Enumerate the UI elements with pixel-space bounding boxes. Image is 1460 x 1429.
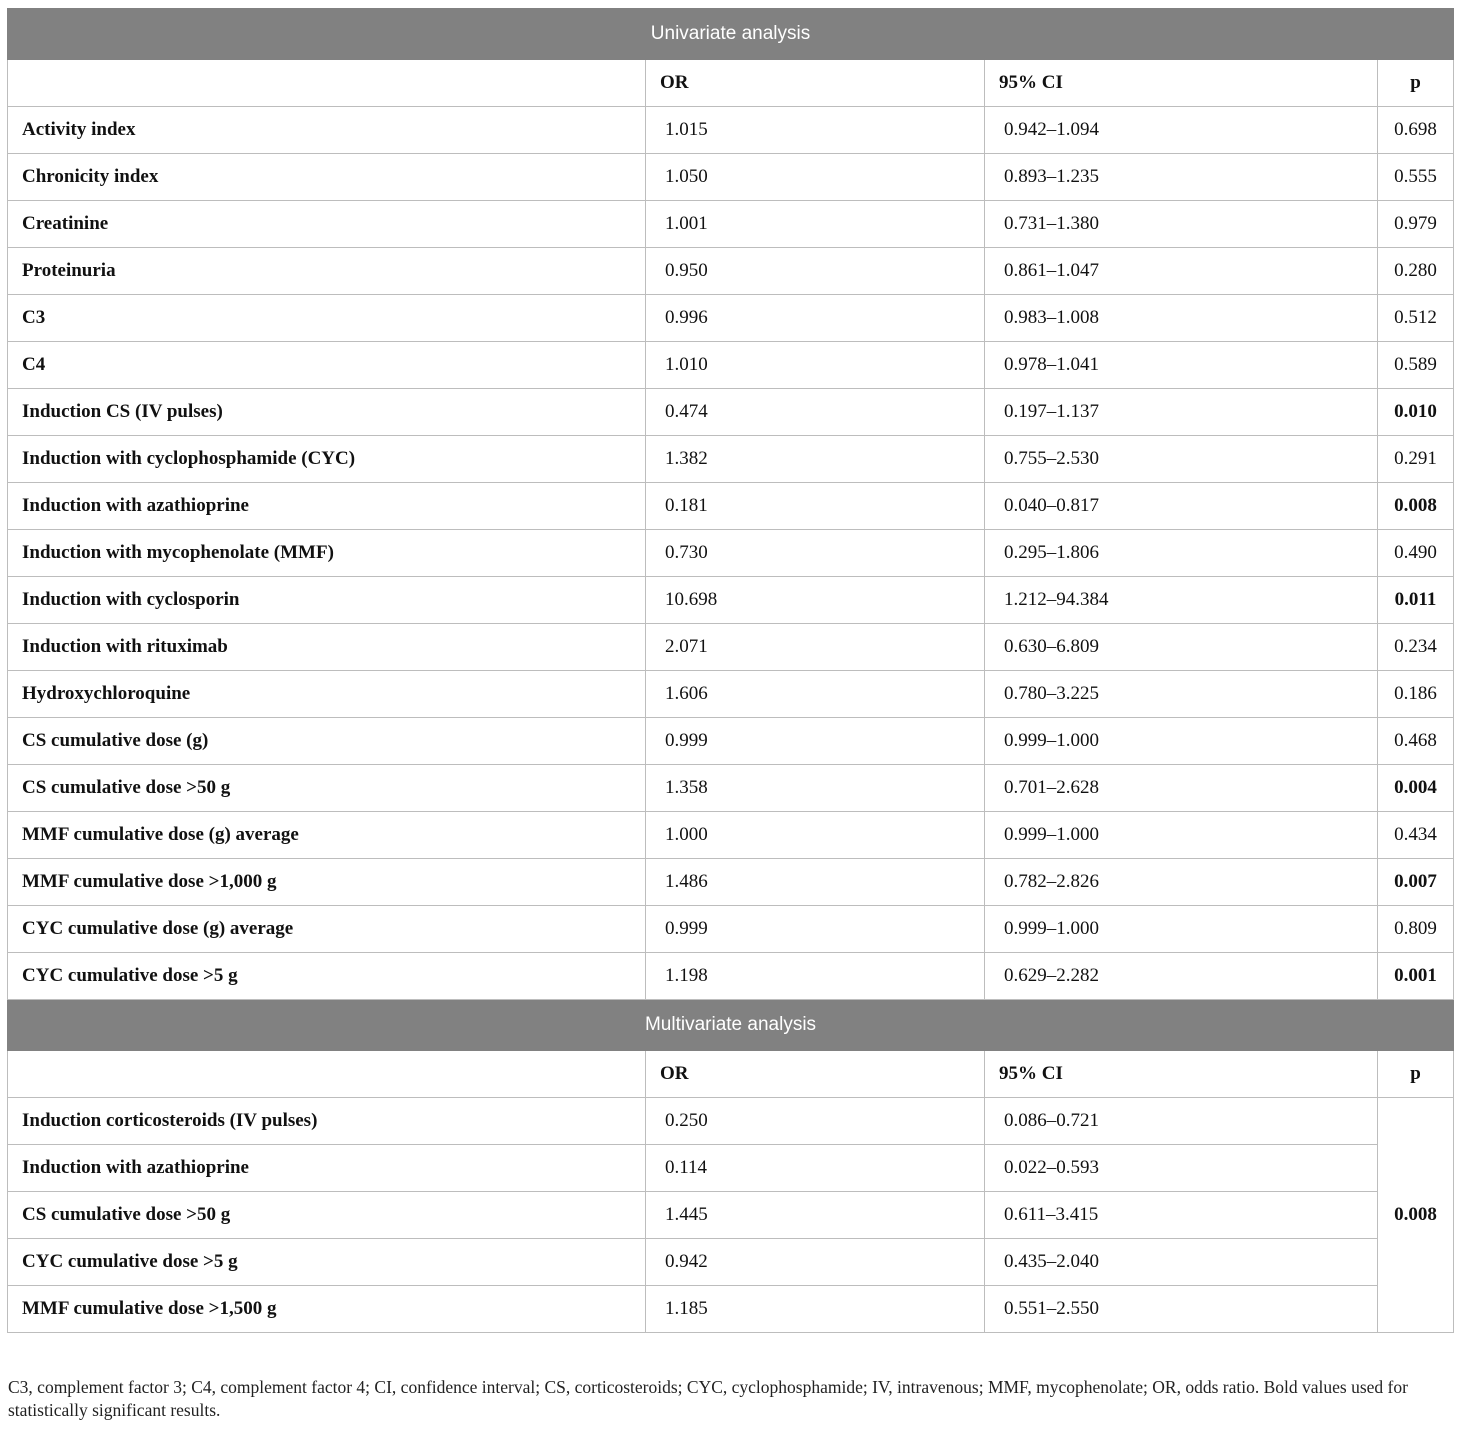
- row-label: Induction CS (IV pulses): [8, 389, 646, 436]
- p-value: 0.979: [1378, 201, 1454, 248]
- p-value: 0.434: [1378, 812, 1454, 859]
- p-value: 0.007: [1378, 859, 1454, 906]
- row-label: Induction with azathioprine: [8, 1145, 646, 1192]
- column-header-ci: 95% CI: [985, 60, 1378, 107]
- row-label: Induction with mycophenolate (MMF): [8, 530, 646, 577]
- p-value: 0.589: [1378, 342, 1454, 389]
- row-label: Creatinine: [8, 201, 646, 248]
- regression-table: [7, 8, 1454, 1333]
- ci-value: 0.755–2.530: [985, 436, 1378, 483]
- ci-value: 0.551–2.550: [985, 1286, 1378, 1333]
- ci-value: 0.999–1.000: [985, 812, 1378, 859]
- row-label: CS cumulative dose >50 g: [8, 765, 646, 812]
- ci-value: 0.040–0.817: [985, 483, 1378, 530]
- row-label: MMF cumulative dose >1,500 g: [8, 1286, 646, 1333]
- or-value: 1.050: [646, 154, 985, 201]
- p-value: 0.011: [1378, 577, 1454, 624]
- row-label: C3: [8, 295, 646, 342]
- ci-value: 1.212–94.384: [985, 577, 1378, 624]
- p-value: 0.291: [1378, 436, 1454, 483]
- combined-p-value: 0.008: [1378, 1098, 1454, 1333]
- multivariate-title: Multivariate analysis: [8, 1000, 1454, 1051]
- table-row: [8, 295, 1454, 342]
- p-value: 0.555: [1378, 154, 1454, 201]
- or-value: 0.181: [646, 483, 985, 530]
- or-value: 1.010: [646, 342, 985, 389]
- or-value: 1.606: [646, 671, 985, 718]
- ci-value: 0.022–0.593: [985, 1145, 1378, 1192]
- p-value: 0.280: [1378, 248, 1454, 295]
- ci-value: 0.295–1.806: [985, 530, 1378, 577]
- row-label: Induction with cyclophosphamide (CYC): [8, 436, 646, 483]
- table-row: [8, 1145, 1454, 1192]
- or-value: 1.198: [646, 953, 985, 1000]
- table-row: [8, 201, 1454, 248]
- univariate-section-header: [8, 9, 1454, 60]
- p-value: 0.001: [1378, 953, 1454, 1000]
- ci-value: 0.983–1.008: [985, 295, 1378, 342]
- p-value: 0.490: [1378, 530, 1454, 577]
- table-row: [8, 389, 1454, 436]
- ci-value: 0.629–2.282: [985, 953, 1378, 1000]
- or-value: 0.474: [646, 389, 985, 436]
- row-label: Activity index: [8, 107, 646, 154]
- or-value: 0.999: [646, 718, 985, 765]
- table-row: [8, 671, 1454, 718]
- or-value: 0.942: [646, 1239, 985, 1286]
- or-value: 1.000: [646, 812, 985, 859]
- or-value: 0.996: [646, 295, 985, 342]
- ci-value: 0.611–3.415: [985, 1192, 1378, 1239]
- table-row: [8, 530, 1454, 577]
- row-label: Hydroxychloroquine: [8, 671, 646, 718]
- ci-value: 0.861–1.047: [985, 248, 1378, 295]
- or-value: 0.999: [646, 906, 985, 953]
- p-value: 0.234: [1378, 624, 1454, 671]
- column-header-p: p: [1378, 1051, 1454, 1098]
- ci-value: 0.435–2.040: [985, 1239, 1378, 1286]
- or-value: 10.698: [646, 577, 985, 624]
- ci-value: 0.731–1.380: [985, 201, 1378, 248]
- p-value: 0.809: [1378, 906, 1454, 953]
- table-row: [8, 1098, 1454, 1145]
- row-label: CYC cumulative dose (g) average: [8, 906, 646, 953]
- column-header-variable: [8, 60, 646, 107]
- column-header-or: OR: [646, 60, 985, 107]
- univariate-column-headers: [8, 60, 1454, 107]
- ci-value: 0.780–3.225: [985, 671, 1378, 718]
- or-value: 0.250: [646, 1098, 985, 1145]
- table-row: [8, 718, 1454, 765]
- column-header-ci: 95% CI: [985, 1051, 1378, 1098]
- p-value: 0.468: [1378, 718, 1454, 765]
- row-label: CS cumulative dose (g): [8, 718, 646, 765]
- column-header-variable: [8, 1051, 646, 1098]
- p-value: 0.004: [1378, 765, 1454, 812]
- ci-value: 0.630–6.809: [985, 624, 1378, 671]
- ci-value: 0.701–2.628: [985, 765, 1378, 812]
- or-value: 0.730: [646, 530, 985, 577]
- row-label: CYC cumulative dose >5 g: [8, 953, 646, 1000]
- results-table-container: [7, 8, 1453, 1333]
- table-footnote: C3, complement factor 3; C4, complement factor 4; CI, confidence interval; CS, corticosteroids; CYC, cyclophosphamide; IV, intravenous; MMF, mycophenolate; OR, odds ratio. Bold values used for statistically significant results.: [8, 1377, 1408, 1420]
- p-value: 0.512: [1378, 295, 1454, 342]
- or-value: 1.015: [646, 107, 985, 154]
- multivariate-section-header: [8, 1000, 1454, 1051]
- table-row: [8, 577, 1454, 624]
- or-value: 2.071: [646, 624, 985, 671]
- table-row: [8, 953, 1454, 1000]
- row-label: Induction with azathioprine: [8, 483, 646, 530]
- multivariate-column-headers: [8, 1051, 1454, 1098]
- table-row: [8, 154, 1454, 201]
- or-value: 0.114: [646, 1145, 985, 1192]
- table-row: [8, 1192, 1454, 1239]
- row-label: CYC cumulative dose >5 g: [8, 1239, 646, 1286]
- or-value: 1.486: [646, 859, 985, 906]
- p-value: 0.010: [1378, 389, 1454, 436]
- table-row: [8, 248, 1454, 295]
- row-label: MMF cumulative dose (g) average: [8, 812, 646, 859]
- ci-value: 0.999–1.000: [985, 718, 1378, 765]
- ci-value: 0.893–1.235: [985, 154, 1378, 201]
- row-label: Chronicity index: [8, 154, 646, 201]
- row-label: Proteinuria: [8, 248, 646, 295]
- ci-value: 0.942–1.094: [985, 107, 1378, 154]
- ci-value: 0.086–0.721: [985, 1098, 1378, 1145]
- or-value: 1.358: [646, 765, 985, 812]
- table-row: [8, 906, 1454, 953]
- table-row: [8, 624, 1454, 671]
- column-header-p: p: [1378, 60, 1454, 107]
- ci-value: 0.978–1.041: [985, 342, 1378, 389]
- p-value: 0.008: [1378, 483, 1454, 530]
- table-row: [8, 342, 1454, 389]
- ci-value: 0.999–1.000: [985, 906, 1378, 953]
- or-value: 1.185: [646, 1286, 985, 1333]
- or-value: 0.950: [646, 248, 985, 295]
- row-label: Induction with rituximab: [8, 624, 646, 671]
- row-label: CS cumulative dose >50 g: [8, 1192, 646, 1239]
- row-label: Induction with cyclosporin: [8, 577, 646, 624]
- column-header-or: OR: [646, 1051, 985, 1098]
- univariate-title: Univariate analysis: [8, 9, 1454, 60]
- table-row: [8, 765, 1454, 812]
- or-value: 1.445: [646, 1192, 985, 1239]
- table-row: [8, 483, 1454, 530]
- row-label: MMF cumulative dose >1,000 g: [8, 859, 646, 906]
- or-value: 1.382: [646, 436, 985, 483]
- ci-value: 0.197–1.137: [985, 389, 1378, 436]
- or-value: 1.001: [646, 201, 985, 248]
- ci-value: 0.782–2.826: [985, 859, 1378, 906]
- table-row: [8, 1286, 1454, 1333]
- table-row: [8, 107, 1454, 154]
- row-label: C4: [8, 342, 646, 389]
- table-row: [8, 436, 1454, 483]
- table-row: [8, 812, 1454, 859]
- p-value: 0.698: [1378, 107, 1454, 154]
- table-row: [8, 859, 1454, 906]
- row-label: Induction corticosteroids (IV pulses): [8, 1098, 646, 1145]
- p-value: 0.186: [1378, 671, 1454, 718]
- table-row: [8, 1239, 1454, 1286]
